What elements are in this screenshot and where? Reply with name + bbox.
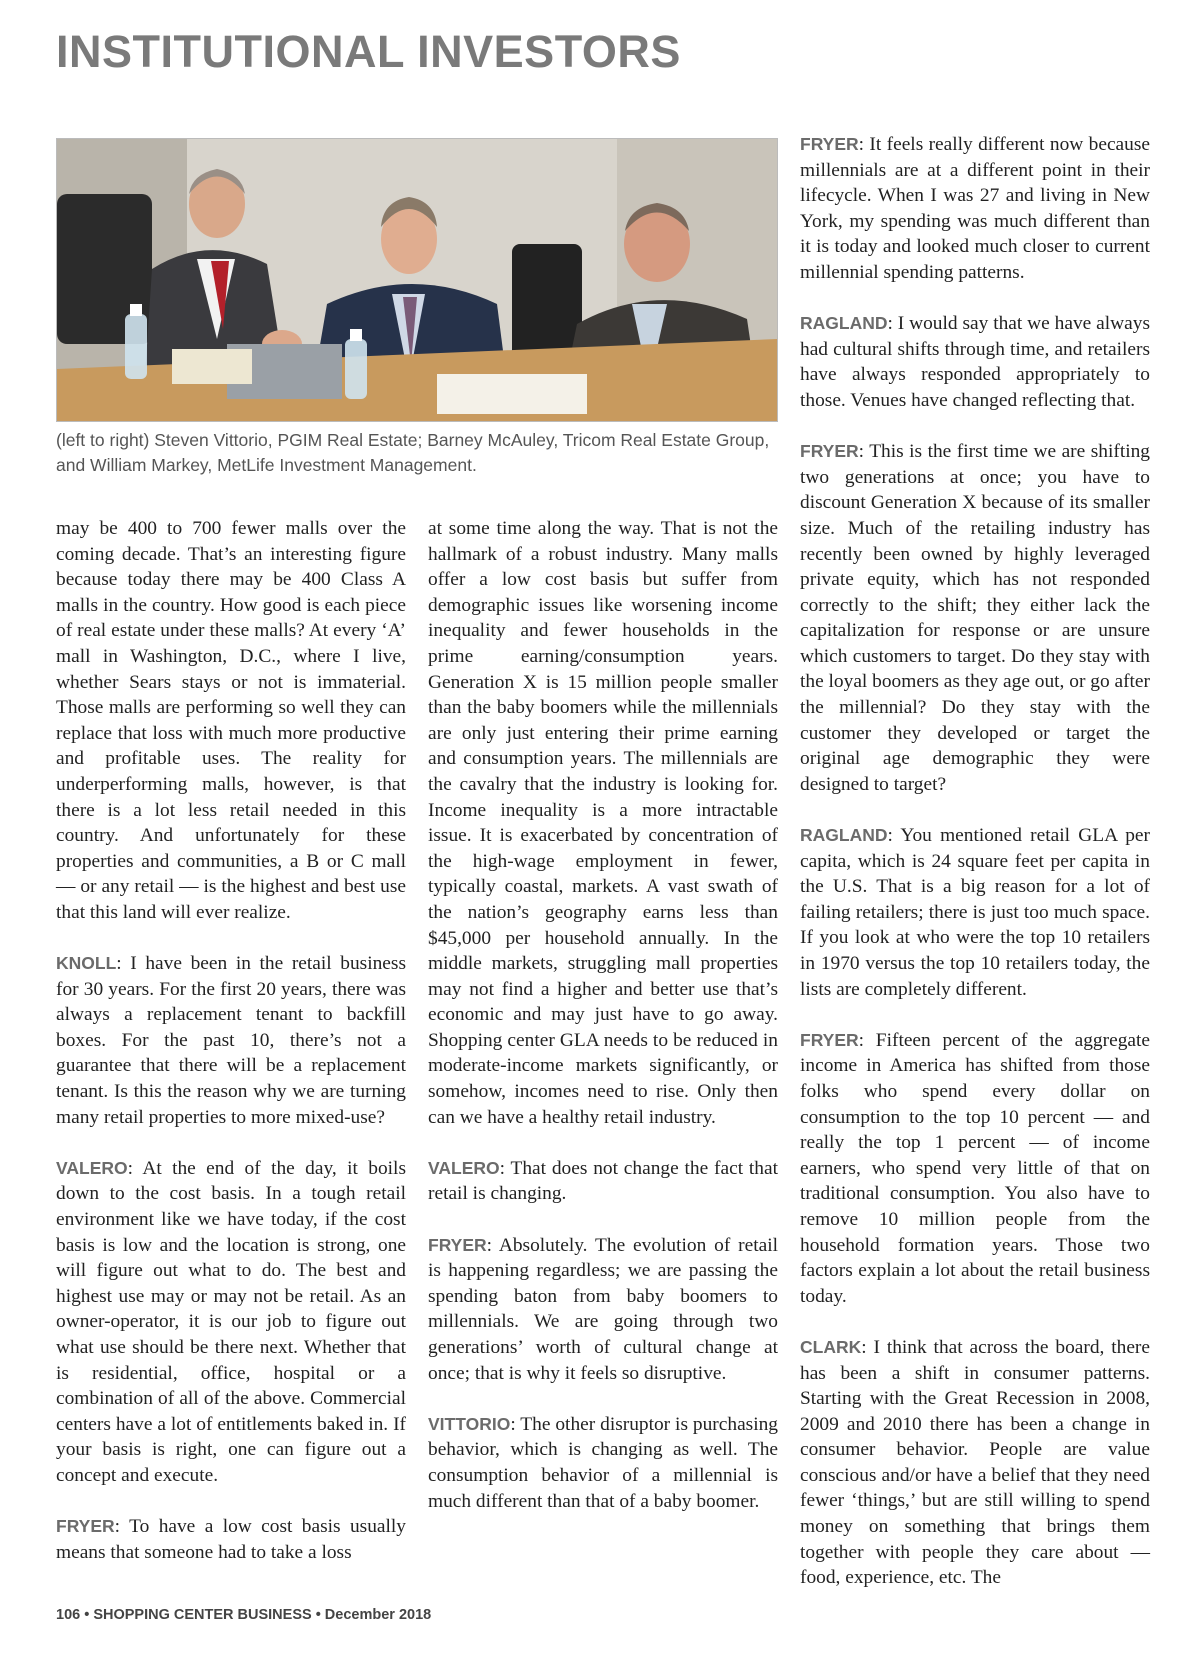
paragraph-text: : The other disruptor is purchasing behavior, which is changing as well. The consumption behavior of a millennial is much different than that of a baby boomer. xyxy=(428,1413,778,1512)
speaker-name: VALERO xyxy=(428,1157,500,1178)
paragraph-text: may be 400 to 700 fewer malls over the coming decade. That’s an interesting figure because today there may be 400 Class A malls in the country. How good is each piece of real estate under these malls? At every ‘A’ mall in Washington, D.C., where I live, whether Sears stays or not is immaterial. Those malls are performing so well they can replace that loss with much more productive and profitable uses. The reality for underperforming malls, however, is that there is a lot less retail needed in this country. And unfortunately for these properties and communities, a B or C mall — or any retail — is the highest and best use that this land will ever realize. xyxy=(56,518,406,923)
paragraph-text: at some time along the way. That is not the hallmark of a robust industry. Many malls offer a low cost basis but suffer from demographic issues like worsening income inequality and fewer households in the prime earning/consumption years. Generation X is 15 million people smaller than the baby boomers while the millennials are only just entering their prime earning and consumption years. The millennials are the cavalry that the industry is looking for. Income inequality is a more intractable issue. It is exacerbated by concentration of the high-wage employment in fewer, typically coastal, markets. A vast swath of the nation’s geography earns less than $45,000 per household annually. In the middle markets, struggling mall properties may not find a higher and better use that’s economic and may just have to go away. Shopping center GLA needs to be reduced in moderate-income markets significantly, or somehow, incomes need to rise. Only then can we have a healthy retail industry. xyxy=(428,518,778,1128)
paragraph xyxy=(56,1514,406,1565)
article-column-1 xyxy=(56,516,406,1565)
paragraph xyxy=(800,1335,1150,1591)
paragraph-text: : I think that across the board, there has been a shift in consumer patterns. Starting with the Great Recession in 2008, 2009 and 2010 there has been a change in consumer behavior. People are value conscious and/or have a belief that they need fewer ‘things,’ but are still willing to spend money on something that brings them together with people they care about — food, experience, etc. The xyxy=(800,1336,1150,1589)
paragraph xyxy=(428,1156,778,1207)
paragraph xyxy=(56,1156,406,1489)
paragraph xyxy=(800,439,1150,797)
paragraph xyxy=(800,311,1150,413)
speaker-name: RAGLAND xyxy=(800,313,888,334)
paragraph xyxy=(56,951,406,1130)
paragraph-text: : It feels really different now because millennials are at a different point in their lifecycle. When I was 27 and living in New York, my spending was much different than it is today and looked much closer to current millennial spending patterns. xyxy=(800,134,1150,283)
page-title: INSTITUTIONAL INVESTORS xyxy=(56,26,681,77)
paragraph xyxy=(56,516,406,926)
paragraph-text: : To have a low cost basis usually means that someone had to take a loss xyxy=(56,1516,406,1563)
paragraph-text: : I would say that we have always had cultural shifts through time, and retailers have always responded appropriately to those. Venues have changed reflecting that. xyxy=(800,313,1150,411)
speaker-name: RAGLAND xyxy=(800,825,888,846)
paragraph xyxy=(800,1028,1150,1310)
speaker-name: FRYER xyxy=(800,1029,859,1050)
speaker-name: FRYER xyxy=(800,441,859,462)
speaker-name: FRYER xyxy=(56,1516,115,1537)
paragraph xyxy=(800,823,1150,1002)
page-footer: 106 • SHOPPING CENTER BUSINESS • December 2018 xyxy=(56,1607,432,1623)
speaker-name: KNOLL xyxy=(56,953,117,974)
paragraph-text: : Fifteen percent of the aggregate income in America has shifted from those folks who spend every dollar on consumption to the top 10 percent — and really the top 1 percent — of income earners, who spend very little of that on traditional consumption. You also have to remove 10 million people from the household formation years. Those two factors explain a lot about the retail business today. xyxy=(800,1029,1150,1307)
speaker-name: CLARK xyxy=(800,1336,862,1357)
speaker-name: VALERO xyxy=(56,1157,128,1178)
paragraph xyxy=(428,1412,778,1514)
paragraph xyxy=(428,516,778,1130)
article-column-3 xyxy=(800,132,1150,1591)
roundtable-photo xyxy=(56,138,778,422)
paragraph-text: : At the end of the day, it boils down to the cost basis. In a tough retail environment like we have today, if the cost basis is low and the location is strong, one will figure out what to do. The best and highest use may or may not be retail. As an owner-operator, it is our job to figure out what use should be there next. Whether that is residential, office, hospital or a combination of all of the above. Commercial centers have a lot of entitlements baked in. If your basis is right, one can figure out a concept and execute. xyxy=(56,1157,406,1486)
photo-caption: (left to right) Steven Vittorio, PGIM Real Estate; Barney McAuley, Tricom Real Estate Group, and William Markey, MetLife Investment Management. xyxy=(56,430,770,475)
speaker-name: FRYER xyxy=(800,134,859,154)
paragraph xyxy=(428,1233,778,1387)
paragraph-text: : This is the first time we are shifting two generations at once; you have to discount Generation X because of its smaller size. Much of the retailing industry has recently been owned by highly leveraged private equity, which has not responded correctly to the shift; they either lack the capitalization for response or are unsure which customers to target. Do they stay with the loyal boomers as they age out, or go after the millennial? Do they stay with the customer they developed or target the original age demographic they were designed to target? xyxy=(800,441,1150,795)
paragraph-text: : Absolutely. The evolution of retail is happening regardless; we are passing the spending baton from baby boomers to millennials. We are going through two generations’ worth of cultural change at once; that is why it feels so disruptive. xyxy=(428,1234,778,1384)
speaker-name: VITTORIO xyxy=(428,1413,511,1434)
paragraph-text: : I have been in the retail business for 30 years. For the first 20 years, there was always a replacement tenant to backfill boxes. For the past 10, there’s not a guarantee that there will be a replacement tenant. Is this the reason why we are turning many retail properties to more mixed-use? xyxy=(56,953,406,1128)
paragraph-text: : You mentioned retail GLA per capita, which is 24 square feet per capita in the U.S. That is a big reason for a lot of failing retailers; there is just too much space. If you look at who were the top 10 retailers in 1970 versus the top 10 retailers today, the lists are completely different. xyxy=(800,825,1150,1000)
article-column-2 xyxy=(428,516,778,1514)
paragraph-text: : That does not change the fact that retail is changing. xyxy=(428,1157,778,1205)
paragraph xyxy=(800,132,1150,286)
speaker-name: FRYER xyxy=(428,1234,487,1255)
